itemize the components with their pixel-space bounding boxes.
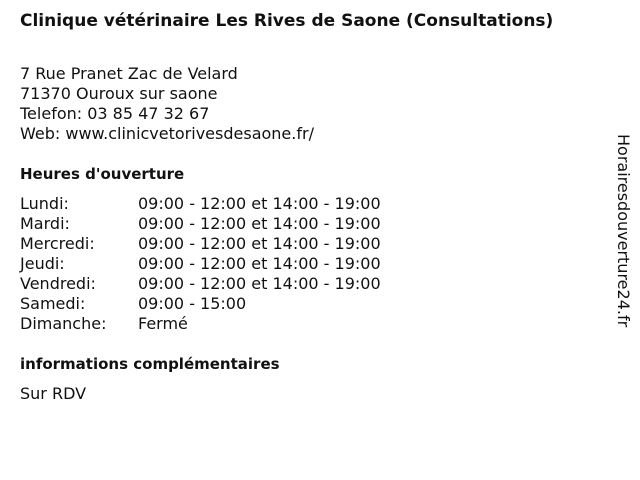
time-range: 09:00 - 15:00 xyxy=(138,294,247,313)
day-label: Lundi: xyxy=(20,194,69,213)
hours-row-vendredi xyxy=(20,274,381,294)
hours-row-samedi xyxy=(20,294,381,314)
hours-row-dimanche xyxy=(20,314,381,334)
postal-city: 71370 Ouroux sur saone xyxy=(20,84,218,103)
street-address: 7 Rue Pranet Zac de Velard xyxy=(20,64,238,83)
hours-row-mardi xyxy=(20,214,381,234)
time-range: 09:00 - 12:00 et 14:00 - 19:00 xyxy=(138,254,381,273)
day-label: Mardi: xyxy=(20,214,70,233)
day-label: Samedi: xyxy=(20,294,86,313)
time-range: Fermé xyxy=(138,314,188,333)
day-label: Mercredi: xyxy=(20,234,95,253)
website-link: Web: www.clinicvetorivesdesaone.fr/ xyxy=(20,124,314,143)
opening-hours-table xyxy=(20,194,381,334)
time-range: 09:00 - 12:00 et 14:00 - 19:00 xyxy=(138,274,381,293)
phone-number: Telefon: 03 85 47 32 67 xyxy=(20,104,210,123)
time-range: 09:00 - 12:00 et 14:00 - 19:00 xyxy=(138,214,381,233)
additional-info-heading: informations complémentaires xyxy=(20,355,280,373)
hours-row-lundi xyxy=(20,194,381,214)
day-label: Jeudi: xyxy=(20,254,65,273)
additional-info-text: Sur RDV xyxy=(20,384,87,403)
hours-row-mercredi xyxy=(20,234,381,254)
day-label: Dimanche: xyxy=(20,314,107,333)
address-block xyxy=(20,64,314,144)
page-title: Clinique vétérinaire Les Rives de Saone (Consultations) xyxy=(20,11,554,31)
day-label: Vendredi: xyxy=(20,274,96,293)
time-range: 09:00 - 12:00 et 14:00 - 19:00 xyxy=(138,234,381,253)
time-range: 09:00 - 12:00 et 14:00 - 19:00 xyxy=(138,194,381,213)
site-brand-vertical: Horairesdouverture24.fr xyxy=(614,134,633,328)
hours-row-jeudi xyxy=(20,254,381,274)
hours-heading: Heures d'ouverture xyxy=(20,165,185,183)
